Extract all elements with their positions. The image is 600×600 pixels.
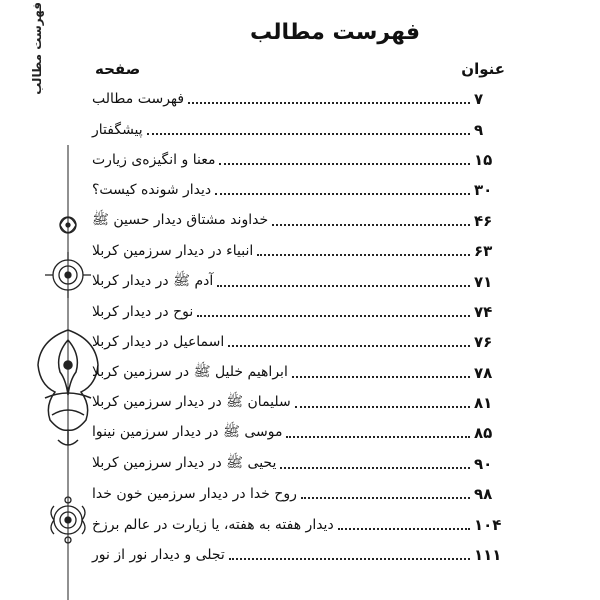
toc-entry-title: آدم ﷺ در دیدار کربلا — [92, 272, 214, 289]
medallion-ornament — [45, 252, 91, 298]
toc-entry-page: ۷۸ — [474, 363, 493, 382]
toc-entry-title: دیدار شونده کیست؟ — [92, 182, 212, 199]
page-title: فهرست مطالب — [249, 20, 421, 45]
toc-entry-title: خداوند مشتاق دیدار حسین ﷺ — [92, 211, 269, 228]
toc-entry[interactable] — [88, 358, 508, 388]
column-header-page: صفحه — [95, 60, 141, 78]
column-header-title: عنوان — [461, 60, 505, 78]
toc-entry[interactable] — [88, 388, 508, 418]
toc-entry-title: فهرست مطالب — [92, 91, 185, 108]
toc-entry-title: نوح در دیدار کربلا — [92, 303, 194, 320]
side-tab-label: فهرست مطالب — [30, 2, 44, 95]
toc-entry-title: موسی ﷺ در دیدار سرزمین نینوا — [92, 424, 283, 441]
toc-entry-title: روح خدا در دیدار سرزمین خون خدا — [92, 486, 297, 503]
toc-entry-page: ۳۰ — [474, 181, 493, 200]
toc-entry[interactable] — [88, 114, 508, 144]
leader-dots — [257, 254, 470, 256]
toc-entry-page: ۱۰۴ — [474, 515, 502, 534]
toc-entry[interactable] — [88, 449, 508, 479]
toc-entry-title: اسماعیل در دیدار کربلا — [92, 334, 225, 351]
leader-dots — [286, 436, 470, 438]
leader-dots — [228, 345, 470, 347]
toc-entry[interactable] — [88, 206, 508, 236]
toc-entry[interactable] — [88, 236, 508, 266]
toc-entry[interactable] — [88, 418, 508, 448]
leader-dots — [219, 163, 470, 165]
leader-dots — [215, 193, 470, 195]
leader-dots — [338, 528, 470, 530]
leader-dots — [295, 406, 470, 408]
toc-list — [88, 84, 508, 570]
leader-dots — [229, 558, 470, 560]
toc-entry-title: انبیاء در دیدار سرزمین کربلا — [92, 243, 254, 260]
toc-entry-title: معنا و انگیزه‌ی زیارت — [92, 151, 216, 168]
toc-entry-page: ۷۴ — [474, 302, 493, 321]
leader-dots — [301, 497, 470, 499]
toc-entry-page: ۱۱۱ — [474, 546, 502, 565]
toc-entry-page: ۴۶ — [474, 211, 493, 230]
toc-entry-page: ۹ — [474, 120, 484, 139]
leader-dots — [272, 224, 470, 226]
toc-entry[interactable] — [88, 175, 508, 205]
toc-entry-page: ۶۳ — [474, 242, 493, 261]
toc-entry-title: یحیی ﷺ در دیدار سرزمین کربلا — [92, 454, 277, 471]
toc-entry[interactable] — [88, 509, 508, 539]
toc-entry[interactable] — [88, 479, 508, 509]
toc-entry[interactable] — [88, 145, 508, 175]
toc-entry-page: ۸۵ — [474, 424, 493, 443]
toc-entry[interactable] — [88, 84, 508, 114]
toc-entry-page: ۹۰ — [474, 454, 493, 473]
toc-entry[interactable] — [88, 327, 508, 357]
leader-dots — [292, 376, 470, 378]
toc-entry-page: ۷ — [474, 90, 484, 109]
toc-entry-title: دیدار هفته به هفته، یا زیارت در عالم برزخ — [92, 516, 334, 533]
toc-entry[interactable] — [88, 266, 508, 296]
leader-dots — [147, 133, 470, 135]
toc-entry-title: تجلی و دیدار نور از نور — [92, 547, 225, 564]
leader-dots — [217, 285, 470, 287]
toc-entry-page: ۷۶ — [474, 333, 493, 352]
leader-dots — [188, 102, 470, 104]
toc-entry-title: پیشگفتار — [92, 121, 143, 138]
toc-entry-page: ۷۱ — [474, 272, 493, 291]
toc-entry-page: ۹۸ — [474, 485, 493, 504]
toc-entry[interactable] — [88, 297, 508, 327]
leader-dots — [280, 467, 470, 469]
toc-entry-page: ۱۵ — [474, 150, 493, 169]
toc-entry-title: سلیمان ﷺ در دیدار سرزمین کربلا — [92, 394, 291, 411]
leader-dots — [197, 315, 470, 317]
toc-entry-page: ۸۱ — [474, 394, 493, 413]
toc-entry-title: ابراهیم خلیل ﷺ در سرزمین کربلا — [92, 363, 288, 380]
toc-entry[interactable] — [88, 540, 508, 570]
